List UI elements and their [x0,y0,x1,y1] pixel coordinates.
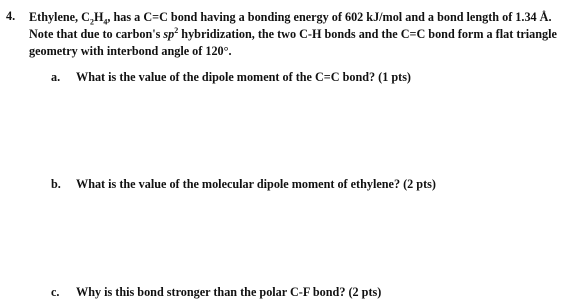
sub-question-letter: b. [51,177,61,191]
stem-text-1: Ethylene, C [29,10,90,24]
stem-superscript-2: 2 [174,25,179,35]
sub-question-text: What is the value of the molecular dipole moment of ethylene? (2 pts) [76,177,436,191]
question-number: 4. [6,9,16,23]
stem-subscript-h: 4 [103,17,108,27]
sub-question-c [51,285,381,300]
stem-text-4: hybridization, the two C-H bonds and the C=C bond form a flat triangle geometry with interbond angle of 120°. [29,27,557,58]
stem-hybridization-sp: sp [163,27,175,41]
question-stem [29,9,565,60]
stem-text-3: , has a C=C bond having a bonding energy of 602 kJ/mol and a bond length of 1.34 Å. Note that due to carbon's [29,10,552,41]
sub-question-letter: c. [51,285,60,299]
sub-question-text: Why is this bond stronger than the polar C-F bond? (2 pts) [76,285,382,299]
sub-question-b [51,177,436,192]
sub-question-a [51,70,411,85]
stem-subscript-c: 2 [89,17,94,27]
sub-question-text: What is the value of the dipole moment of the C=C bond? (1 pts) [76,70,411,84]
sub-question-letter: a. [51,70,61,84]
stem-text-2: H [93,10,104,24]
